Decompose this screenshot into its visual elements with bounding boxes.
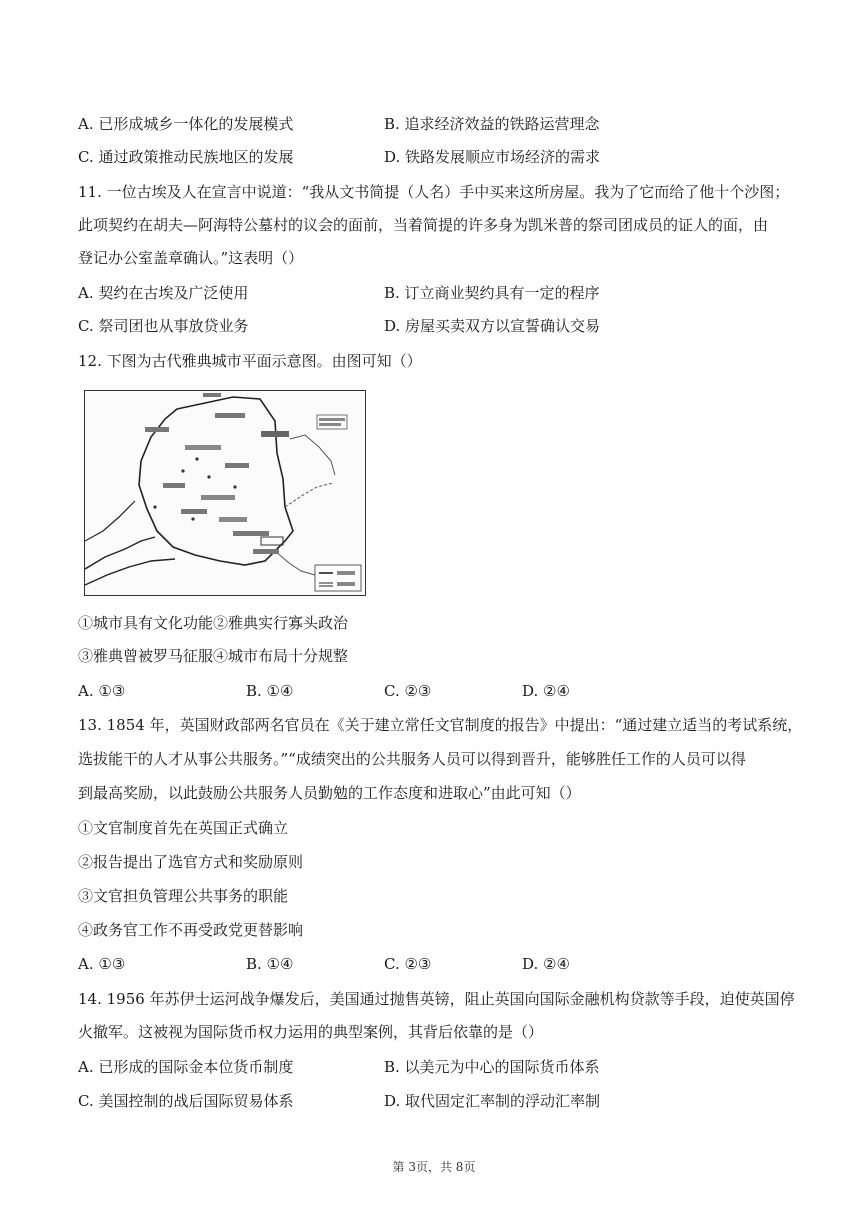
q11-option-c[interactable]: C. 祭司团也从事放贷业务 [78,317,249,335]
page-number-footer: 第 3页，共 8页 [392,1160,476,1174]
q11-stem-line-2: 此项契约在胡夫—阿海特公墓村的议会的面前，当着简提的许多身为凯米普的祭司团成员的证人的面，由 [78,216,769,234]
q13-stem-line-1: 13. 1854 年，英国财政部两名官员在《关于建立常任文官制度的报告》中提出：“通过建立适当的考试系统， [78,716,803,734]
q10-option-c[interactable]: C. 通过政策推动民族地区的发展 [78,148,294,166]
q11-option-a[interactable]: A. 契约在古埃及广泛使用 [78,284,249,302]
q14-option-a[interactable]: A. 已形成的国际金本位货币制度 [78,1058,294,1076]
q10-option-d[interactable]: D. 铁路发展顺应市场经济的需求 [384,148,601,166]
q14-option-b[interactable]: B. 以美元为中心的国际货币体系 [384,1058,600,1076]
q13-statement-1: ①文官制度首先在英国正式确立 [78,819,289,837]
q11-option-d[interactable]: D. 房屋买卖双方以宣誓确认交易 [384,317,601,335]
q14-stem-line-2: 火撤军。这被视为国际货币权力运用的典型案例，其背后依靠的是（） [78,1023,544,1041]
q12-option-d[interactable]: D. ②④ [522,682,570,700]
q10-option-b[interactable]: B. 追求经济效益的铁路运营理念 [384,115,600,133]
q11-stem-line-3: 登记办公室盖章确认。”这表明（） [78,249,304,267]
q13-option-a[interactable]: A. ①③ [78,955,126,973]
q11-stem-line-1: 11. 一位古埃及人在宣言中说道：“我从文书简提（人名）手中买来这所房屋。我为了它而给了他十个沙图； [78,183,790,201]
q13-option-c[interactable]: C. ②③ [384,955,432,973]
q14-option-d[interactable]: D. 取代固定汇率制的浮动汇率制 [384,1092,601,1110]
q13-stem-line-2: 选拔能干的人才从事公共服务。”“成绩突出的公共服务人员可以得到晋升，能够胜任工作的人员可以得 [78,750,746,768]
q12-option-c[interactable]: C. ②③ [384,682,432,700]
athens-map-illustration [85,391,365,595]
q10-option-a[interactable]: A. 已形成城乡一体化的发展模式 [78,115,294,133]
q13-statement-3: ③文官担负管理公共事务的职能 [78,887,289,905]
q11-option-b[interactable]: B. 订立商业契约具有一定的程序 [384,284,600,302]
q14-stem-line-1: 14. 1956 年苏伊士运河战争爆发后，美国通过抛售英镑，阻止英国向国际金融机构贷款等手段，迫使英国停 [78,990,795,1008]
q13-statement-4: ④政务官工作不再受政党更替影响 [78,921,304,939]
q12-statements-1: ①城市具有文化功能②雅典实行寡头政治 [78,614,349,632]
athens-city-map-figure [84,390,366,596]
q12-option-a[interactable]: A. ①③ [78,682,126,700]
q14-option-c[interactable]: C. 美国控制的战后国际贸易体系 [78,1092,294,1110]
q13-option-b[interactable]: B. ①④ [246,955,294,973]
q12-option-b[interactable]: B. ①④ [246,682,294,700]
q13-stem-line-3: 到最高奖励，以此鼓励公共服务人员勤勉的工作态度和进取心”由此可知（） [78,784,581,802]
q12-stem: 12. 下图为古代雅典城市平面示意图。由图可知（） [78,352,422,370]
q13-statement-2: ②报告提出了选官方式和奖励原则 [78,853,304,871]
q12-statements-2: ③雅典曾被罗马征服④城市布局十分规整 [78,647,349,665]
q13-option-d[interactable]: D. ②④ [522,955,570,973]
